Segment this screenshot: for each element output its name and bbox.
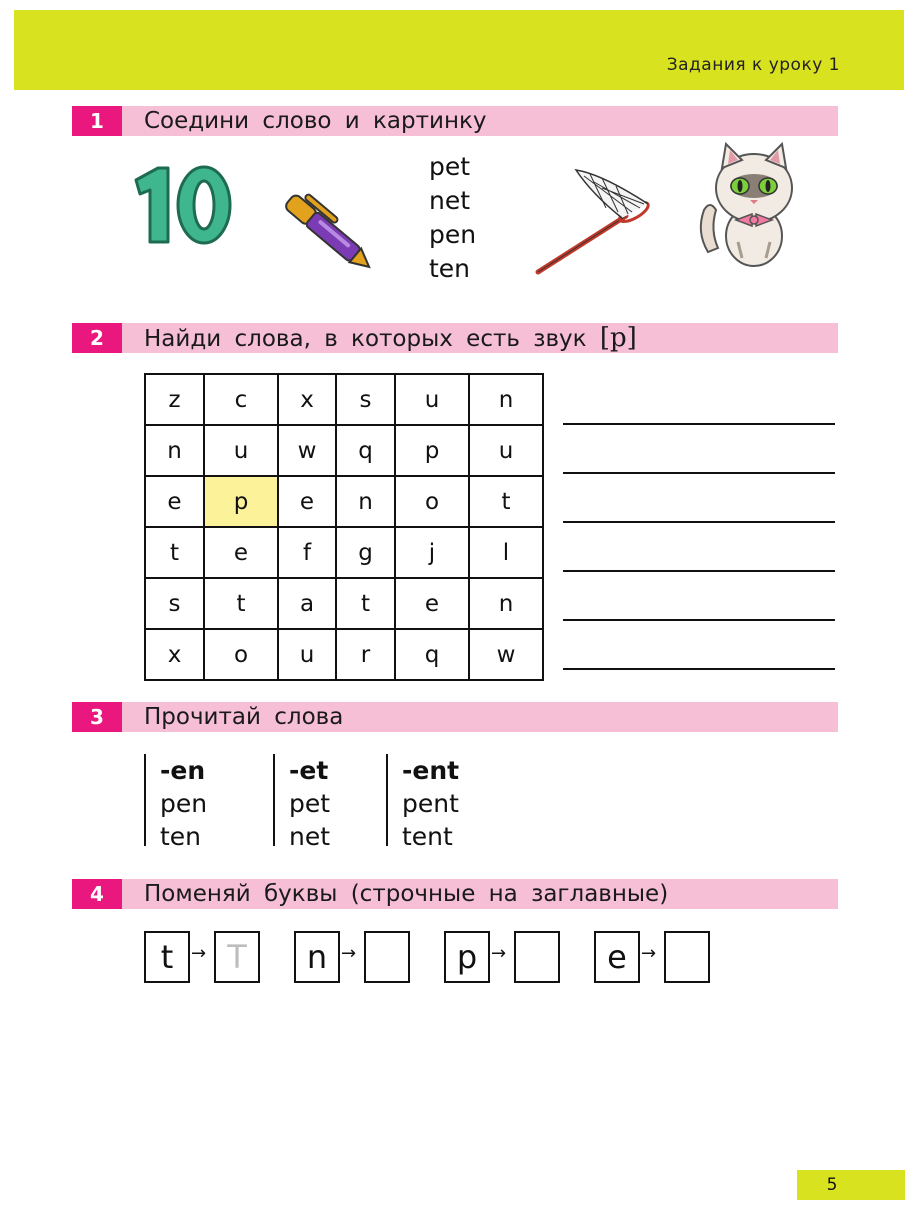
grid-cell[interactable]: t [336,578,395,629]
grid-cell[interactable]: w [278,425,336,476]
grid-cell[interactable]: f [278,527,336,578]
word-column-et [273,754,331,851]
grid-row [145,527,543,578]
column-word: net [289,822,331,851]
column-word: pent [402,789,459,818]
grid-cell[interactable]: r [336,629,395,680]
grid-cell[interactable]: l [469,527,543,578]
grid-cell[interactable]: w [469,629,543,680]
grid-cell[interactable]: t [204,578,278,629]
word-column-ent [386,754,460,851]
task1-instruction: Соедини слово и картинку [144,108,487,134]
task3-instruction: Прочитай слова [144,704,344,730]
answer-line[interactable] [563,423,835,425]
word-net: net [429,186,471,215]
grid-cell[interactable]: q [336,425,395,476]
grid-cell[interactable]: u [469,425,543,476]
task1-bar [72,106,838,136]
lowercase-box-t: t [144,931,190,983]
lowercase-box-p: p [444,931,490,983]
grid-cell[interactable]: t [469,476,543,527]
column-word: tent [402,822,453,851]
grid-cell[interactable]: p [204,476,278,527]
number-ten-picture [128,160,236,250]
grid-cell[interactable]: j [395,527,469,578]
arrow-icon: → [641,943,657,964]
uppercase-box-e[interactable] [664,931,710,983]
arrow-icon: → [341,943,357,964]
uppercase-box-p[interactable] [514,931,560,983]
answer-line[interactable] [563,570,835,572]
grid-cell[interactable]: z [145,374,204,425]
word-column-en [144,754,208,851]
task2-instruction-line [144,323,637,353]
task2-sound: [p] [599,323,637,353]
grid-cell[interactable]: g [336,527,395,578]
header-band [14,10,904,90]
arrow-icon: → [491,943,507,964]
grid-cell[interactable]: n [469,374,543,425]
lowercase-box-e: e [594,931,640,983]
grid-row [145,629,543,680]
word-pen: pen [429,220,477,249]
grid-cell[interactable]: t [145,527,204,578]
column-word: pet [289,789,331,818]
grid-cell[interactable]: s [336,374,395,425]
word-ten: ten [429,254,471,283]
answer-line[interactable] [563,521,835,523]
grid-cell[interactable]: o [395,476,469,527]
answer-line[interactable] [563,472,835,474]
letter-grid [144,373,544,681]
column-heading: -et [289,756,329,785]
uppercase-box-n[interactable] [364,931,410,983]
task3-number: 3 [72,702,122,732]
task2-number: 2 [72,323,122,353]
task4-number: 4 [72,879,122,909]
grid-row [145,425,543,476]
answer-line[interactable] [563,668,835,670]
grid-cell[interactable]: n [336,476,395,527]
uppercase-box-t[interactable]: T [214,931,260,983]
pen-picture [268,180,388,290]
grid-cell[interactable]: e [145,476,204,527]
word-pet: pet [429,152,471,181]
grid-cell[interactable]: s [145,578,204,629]
column-heading: -ent [402,756,460,785]
lowercase-box-n: n [294,931,340,983]
task2-bar [72,323,838,353]
grid-cell[interactable]: e [204,527,278,578]
column-heading: -en [160,756,206,785]
grid-row [145,374,543,425]
task4-instruction: Поменяй буквы (строчные на заглавные) [144,881,669,907]
grid-cell[interactable]: c [204,374,278,425]
task1-word-list [429,150,476,286]
net-picture [532,164,654,280]
task2-instruction: Найди слова, в которых есть звук [144,326,587,352]
grid-cell[interactable]: u [395,374,469,425]
grid-row [145,476,543,527]
task4-bar [72,879,838,909]
grid-cell[interactable]: u [278,629,336,680]
grid-cell[interactable]: q [395,629,469,680]
grid-cell[interactable]: e [278,476,336,527]
lesson-title: Задания к уроку 1 [666,55,840,75]
column-word: ten [160,822,202,851]
grid-cell[interactable]: p [395,425,469,476]
grid-cell[interactable]: a [278,578,336,629]
grid-cell[interactable]: n [469,578,543,629]
page-number: 5 [826,1175,838,1195]
grid-cell[interactable]: x [278,374,336,425]
column-word: pen [160,789,208,818]
grid-cell[interactable]: o [204,629,278,680]
arrow-icon: → [191,943,207,964]
task1-number: 1 [72,106,122,136]
page-number-band [797,1170,905,1200]
grid-cell[interactable]: u [204,425,278,476]
grid-cell[interactable]: e [395,578,469,629]
task3-bar [72,702,838,732]
answer-line[interactable] [563,619,835,621]
grid-row [145,578,543,629]
grid-cell[interactable]: n [145,425,204,476]
grid-cell[interactable]: x [145,629,204,680]
cat-picture [692,140,816,270]
